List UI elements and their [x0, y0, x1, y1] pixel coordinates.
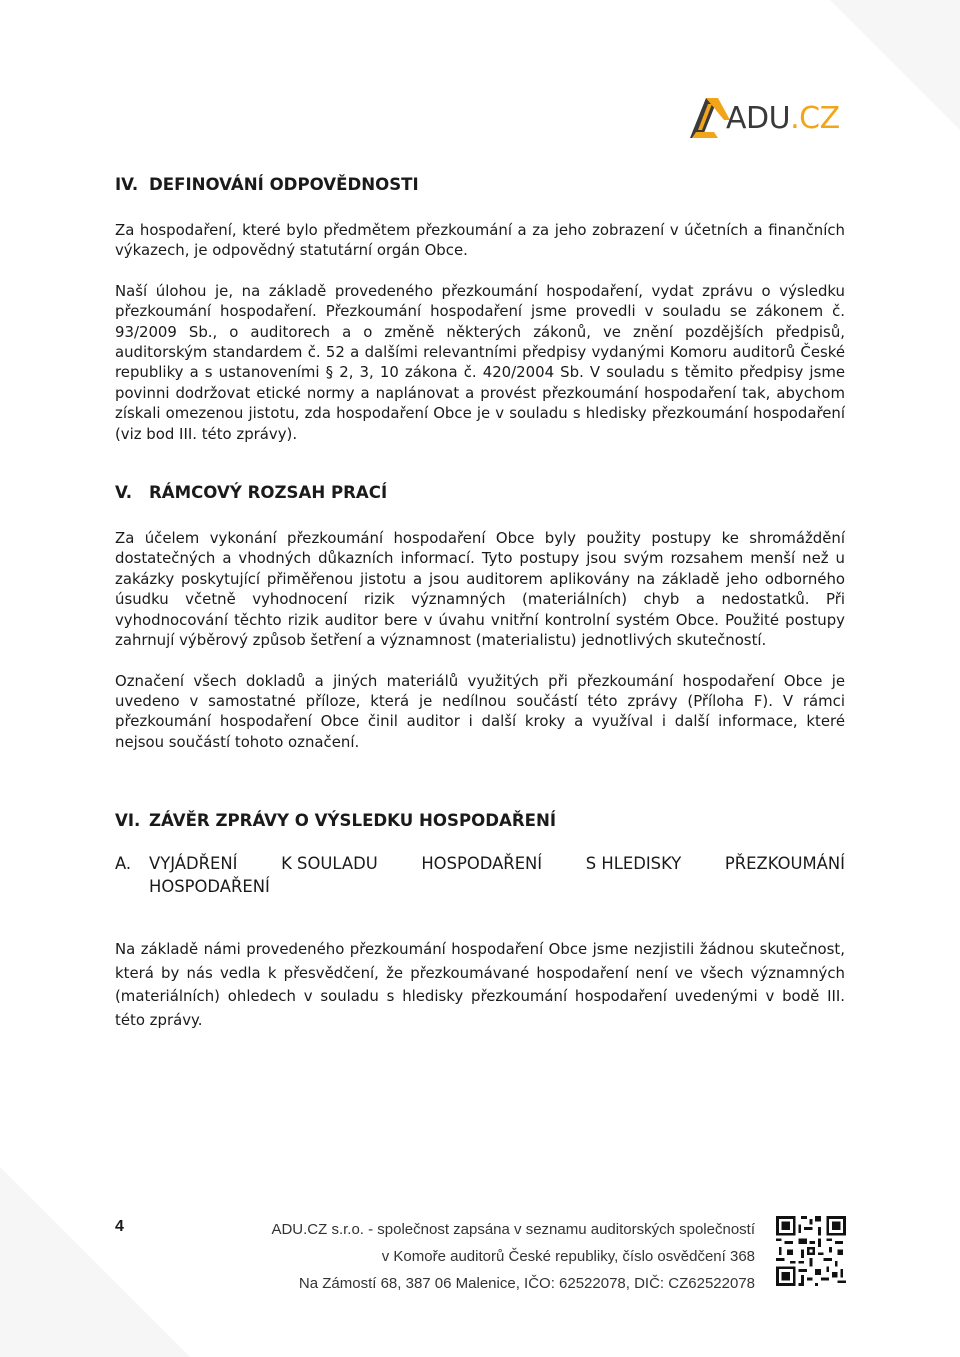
section-heading-v — [115, 482, 845, 504]
footer-company-info — [271, 1216, 755, 1297]
corner-decoration-top — [830, 0, 960, 130]
footer-line: ADU.CZ s.r.o. - společnost zapsána v seznamu auditorských společností — [271, 1221, 755, 1238]
section-number: IV. — [115, 175, 139, 194]
section-title: ZÁVĚR ZPRÁVY O VÝSLEDKU HOSPODAŘENÍ — [149, 811, 556, 831]
subsection-word: K SOULADU — [281, 854, 378, 874]
section-heading-iv — [115, 174, 845, 196]
subsection-heading-a — [115, 852, 845, 898]
paragraph: Naší úlohou je, na základě provedeného přezkoumání hospodaření, vydat zprávu o výsledku přezkoumání hospodaření. Přezkoumání hospodaření jsme provedli v souladu se zákonem č. 93/2009 Sb., o auditorech a o změně některých zákonů, ve znění pozdějších předpisů, auditorským standardem č. 52 a dalšími relevantními předpisy vydanými Komoru auditorů České republiky a s ustanoveními § 2, 3, 10 zákona č. 420/2004 Sb. V souladu s těmito předpisy jsme povinni dodržovat etické normy a naplánovat a provést přezkoumání hospodaření tak, abychom získali omezenou jistotu, zda hospodaření Obce je v souladu s hledisky přezkoumání hospodaření (viz bod III. této zprávy). — [115, 281, 845, 443]
corner-decoration-bottom — [0, 1167, 190, 1357]
paragraph: Označení všech dokladů a jiných materiálů využitých při přezkoumání hospodaření Obce je uvedeno v samostatné příloze, která je nedílnou součástí této zprávy (Příloha F). V rámci přezkoumání hospodaření Obce činil auditor i další kroky a využíval i další informace, které nejsou součástí tohoto označení. — [115, 671, 845, 751]
logo-wordmark: ADU.CZ — [726, 101, 840, 136]
document-body — [115, 172, 845, 1032]
section-heading-vi — [115, 810, 845, 832]
subsection-word: PŘEZKOUMÁNÍ — [724, 854, 845, 874]
paragraph: Na základě námi provedeného přezkoumání hospodaření Obce jsme nezjistili žádnou skutečnost, která by nás vedla k přesvědčení, že přezkoumávané hospodaření není ve všech významných (materiálních) ohledech v souladu s hledisky přezkoumání hospodaření uvedenými v bodě III. této zprávy. — [115, 940, 845, 1029]
subsection-word: S HLEDISKY — [585, 854, 682, 874]
subsection-title-line2: HOSPODAŘENÍ — [149, 877, 270, 897]
footer-line: Na Zámostí 68, 387 06 Malenice, IČO: 62522078, DIČ: CZ62522078 — [298, 1275, 755, 1292]
subsection-word: VYJÁDŘENÍ — [149, 854, 238, 874]
section-title: DEFINOVÁNÍ ODPOVĚDNOSTI — [149, 175, 419, 194]
subsection-word: HOSPODAŘENÍ — [421, 854, 543, 874]
section-number: VI. — [115, 811, 141, 831]
footer-line: v Komoře auditorů České republiky, číslo osvědčení 368 — [381, 1248, 755, 1265]
company-logo — [688, 92, 848, 142]
paragraph: Za hospodaření, které bylo předmětem přezkoumání a za jeho zobrazení v účetních a finančních výkazech, je odpovědný statutární orgán Obce. — [115, 221, 845, 260]
section-title: RÁMCOVÝ ROZSAH PRACÍ — [149, 483, 388, 503]
qr-code-icon — [776, 1216, 846, 1286]
paragraph: Za účelem vykonání přezkoumání hospodaření Obce byly použity postupy ke shromáždění dostatečných a vhodných důkazních informací. Tyto postupy jsou svým rozsahem menší než u zakázky poskytující přiměřenou jistotu a jsou auditorem aplikovány na základě jeho odborného úsudku včetně vyhodnocení rizik významných (materiálních) chyb a nedostatků. Při vyhodnocování těchto rizik auditor bere v úvahu vnitřní kontrolní systém Obce. Použité postupy zahrnují výběrový způsob šetření a významnost (materialistu) jednotlivých skutečností. — [115, 529, 845, 650]
section-number: V. — [115, 483, 133, 503]
subsection-letter: A. — [115, 854, 132, 874]
page-number: 4 — [115, 1218, 124, 1235]
